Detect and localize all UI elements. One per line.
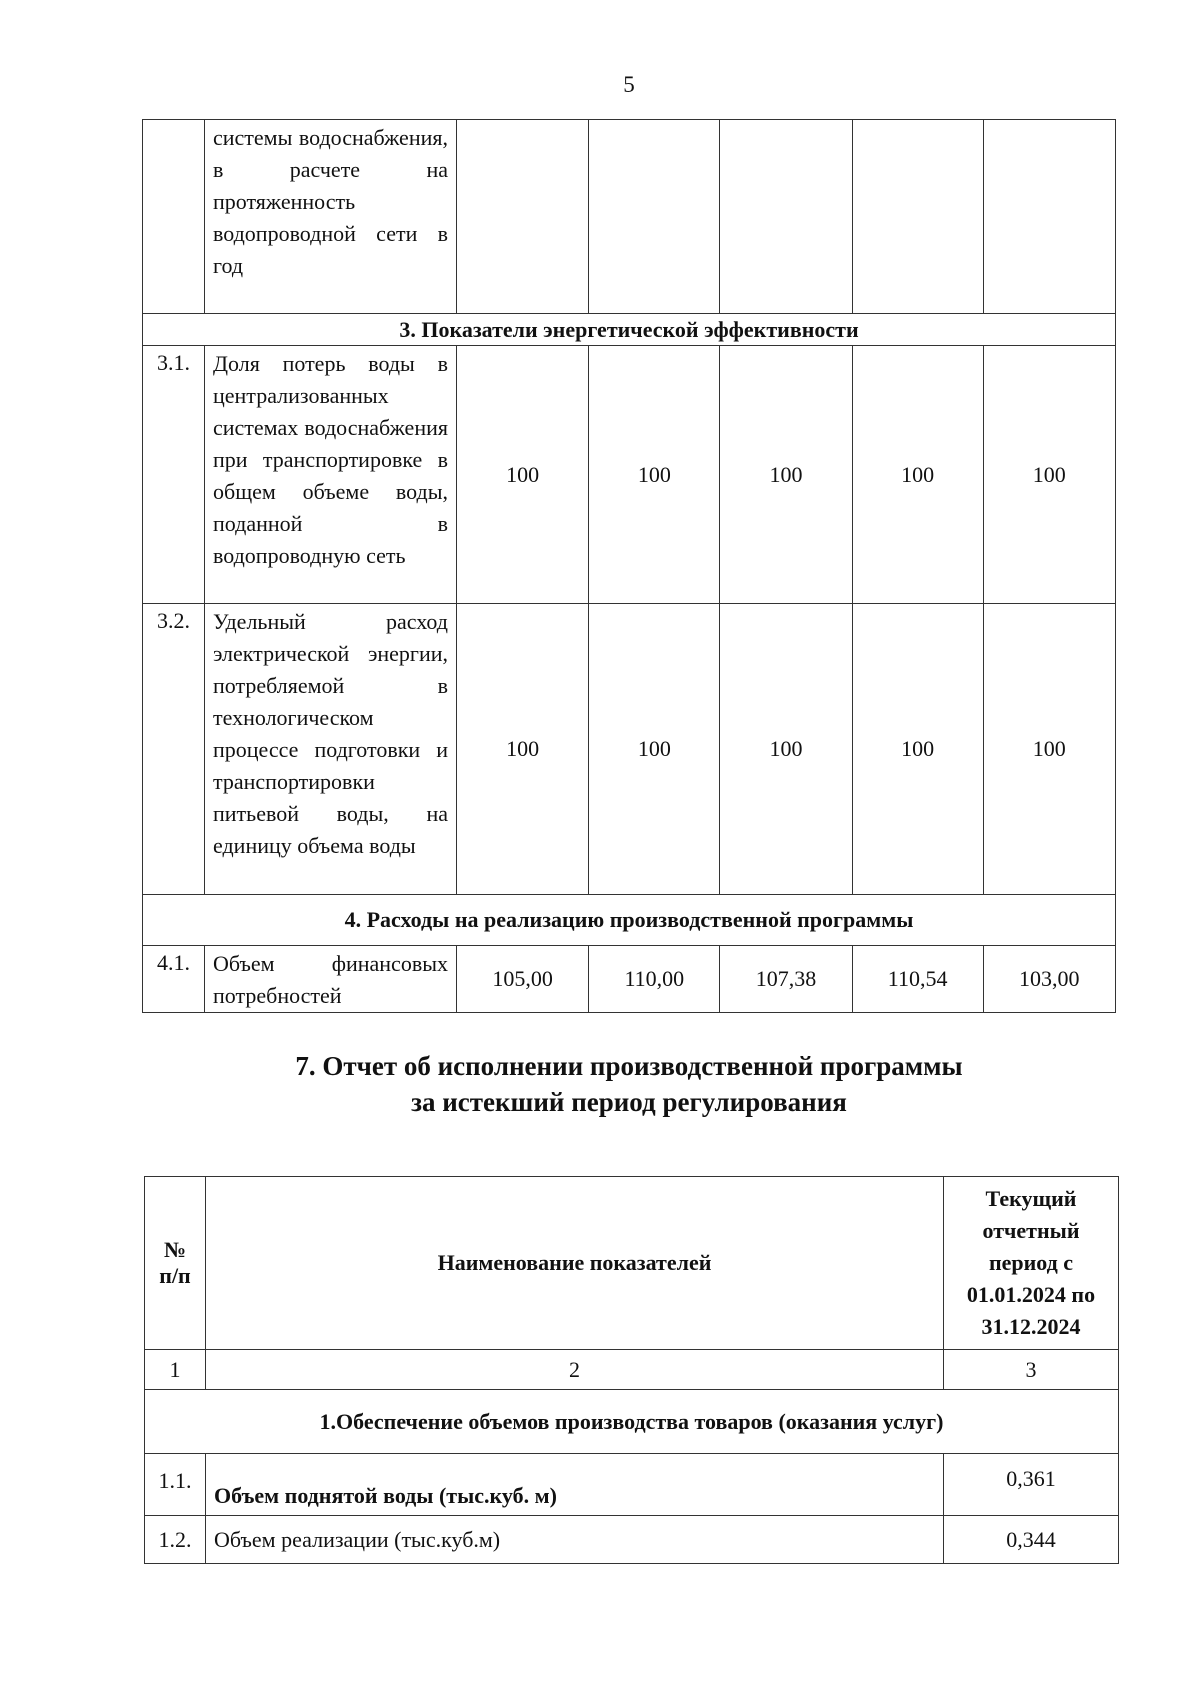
value-cell: 100 bbox=[852, 604, 983, 895]
column-number: 2 bbox=[206, 1350, 944, 1390]
table-row bbox=[145, 1454, 1119, 1516]
header-period: Текущий отчетный период с 01.01.2024 по 31.12.2024 bbox=[944, 1177, 1119, 1350]
indicator-name: Объем поднятой воды (тыс.куб. м) bbox=[206, 1454, 944, 1516]
section-row bbox=[145, 1390, 1119, 1454]
value-cell: 100 bbox=[983, 604, 1115, 895]
table-row bbox=[145, 1516, 1119, 1564]
row-number: 3.1. bbox=[143, 346, 205, 604]
value-cell: 107,38 bbox=[720, 946, 852, 1013]
indicator-name: Доля потерь воды в централизованных системах водоснабжения при транспортировке в общем объеме воды, поданной в водопроводную сеть bbox=[205, 346, 457, 604]
section-title: 3. Показатели энергетической эффективности bbox=[143, 314, 1116, 346]
section-row bbox=[143, 314, 1116, 346]
value-cell: 105,00 bbox=[457, 946, 589, 1013]
report-title-line-2: за истекший период регулирования bbox=[411, 1087, 847, 1117]
value-cell: 100 bbox=[457, 604, 589, 895]
indicator-name: Удельный расход электрической энергии, потребляемой в технологическом процессе подготовки и транспортировки питьевой воды, на единицу объема воды bbox=[205, 604, 457, 895]
table-row bbox=[143, 604, 1116, 895]
value-cell: 0,344 bbox=[944, 1516, 1119, 1564]
row-number: 1.2. bbox=[145, 1516, 206, 1564]
header-name: Наименование показателей bbox=[206, 1177, 944, 1350]
header-row bbox=[145, 1177, 1119, 1350]
value-cell: 100 bbox=[720, 604, 852, 895]
table-row bbox=[143, 346, 1116, 604]
section-title: 4. Расходы на реализацию производственной программы bbox=[143, 895, 1116, 946]
row-number bbox=[143, 120, 205, 314]
value-cell: 110,00 bbox=[589, 946, 720, 1013]
column-number-row bbox=[145, 1350, 1119, 1390]
column-number: 1 bbox=[145, 1350, 206, 1390]
value-cell: 100 bbox=[589, 604, 720, 895]
page-number: 5 bbox=[623, 72, 635, 97]
indicator-name: Объем финансовых потребностей bbox=[205, 946, 457, 1013]
row-number: 4.1. bbox=[143, 946, 205, 1013]
table-row bbox=[143, 946, 1116, 1013]
value-cell: 110,54 bbox=[852, 946, 983, 1013]
indicators-table bbox=[142, 119, 1116, 1013]
column-number: 3 bbox=[944, 1350, 1119, 1390]
report-table bbox=[144, 1176, 1119, 1564]
value-cell: 100 bbox=[589, 346, 720, 604]
table-row bbox=[143, 120, 1116, 314]
value-cell: 100 bbox=[457, 346, 589, 604]
indicator-name: системы водоснабжения, в расчете на протяженность водопроводной сети в год bbox=[205, 120, 457, 314]
row-number: 1.1. bbox=[145, 1454, 206, 1516]
section-row bbox=[143, 895, 1116, 946]
value-cell: 100 bbox=[720, 346, 852, 604]
report-title-line-1: 7. Отчет об исполнении производственной программы bbox=[295, 1051, 963, 1081]
value-cell: 103,00 bbox=[983, 946, 1115, 1013]
indicator-name: Объем реализации (тыс.куб.м) bbox=[206, 1516, 944, 1564]
value-cell: 100 bbox=[983, 346, 1115, 604]
value-cell: 100 bbox=[852, 346, 983, 604]
row-number: 3.2. bbox=[143, 604, 205, 895]
value-cell: 0,361 bbox=[944, 1454, 1119, 1516]
header-number: № п/п bbox=[145, 1177, 206, 1350]
section-title: 1.Обеспечение объемов производства товаров (оказания услуг) bbox=[145, 1390, 1119, 1454]
